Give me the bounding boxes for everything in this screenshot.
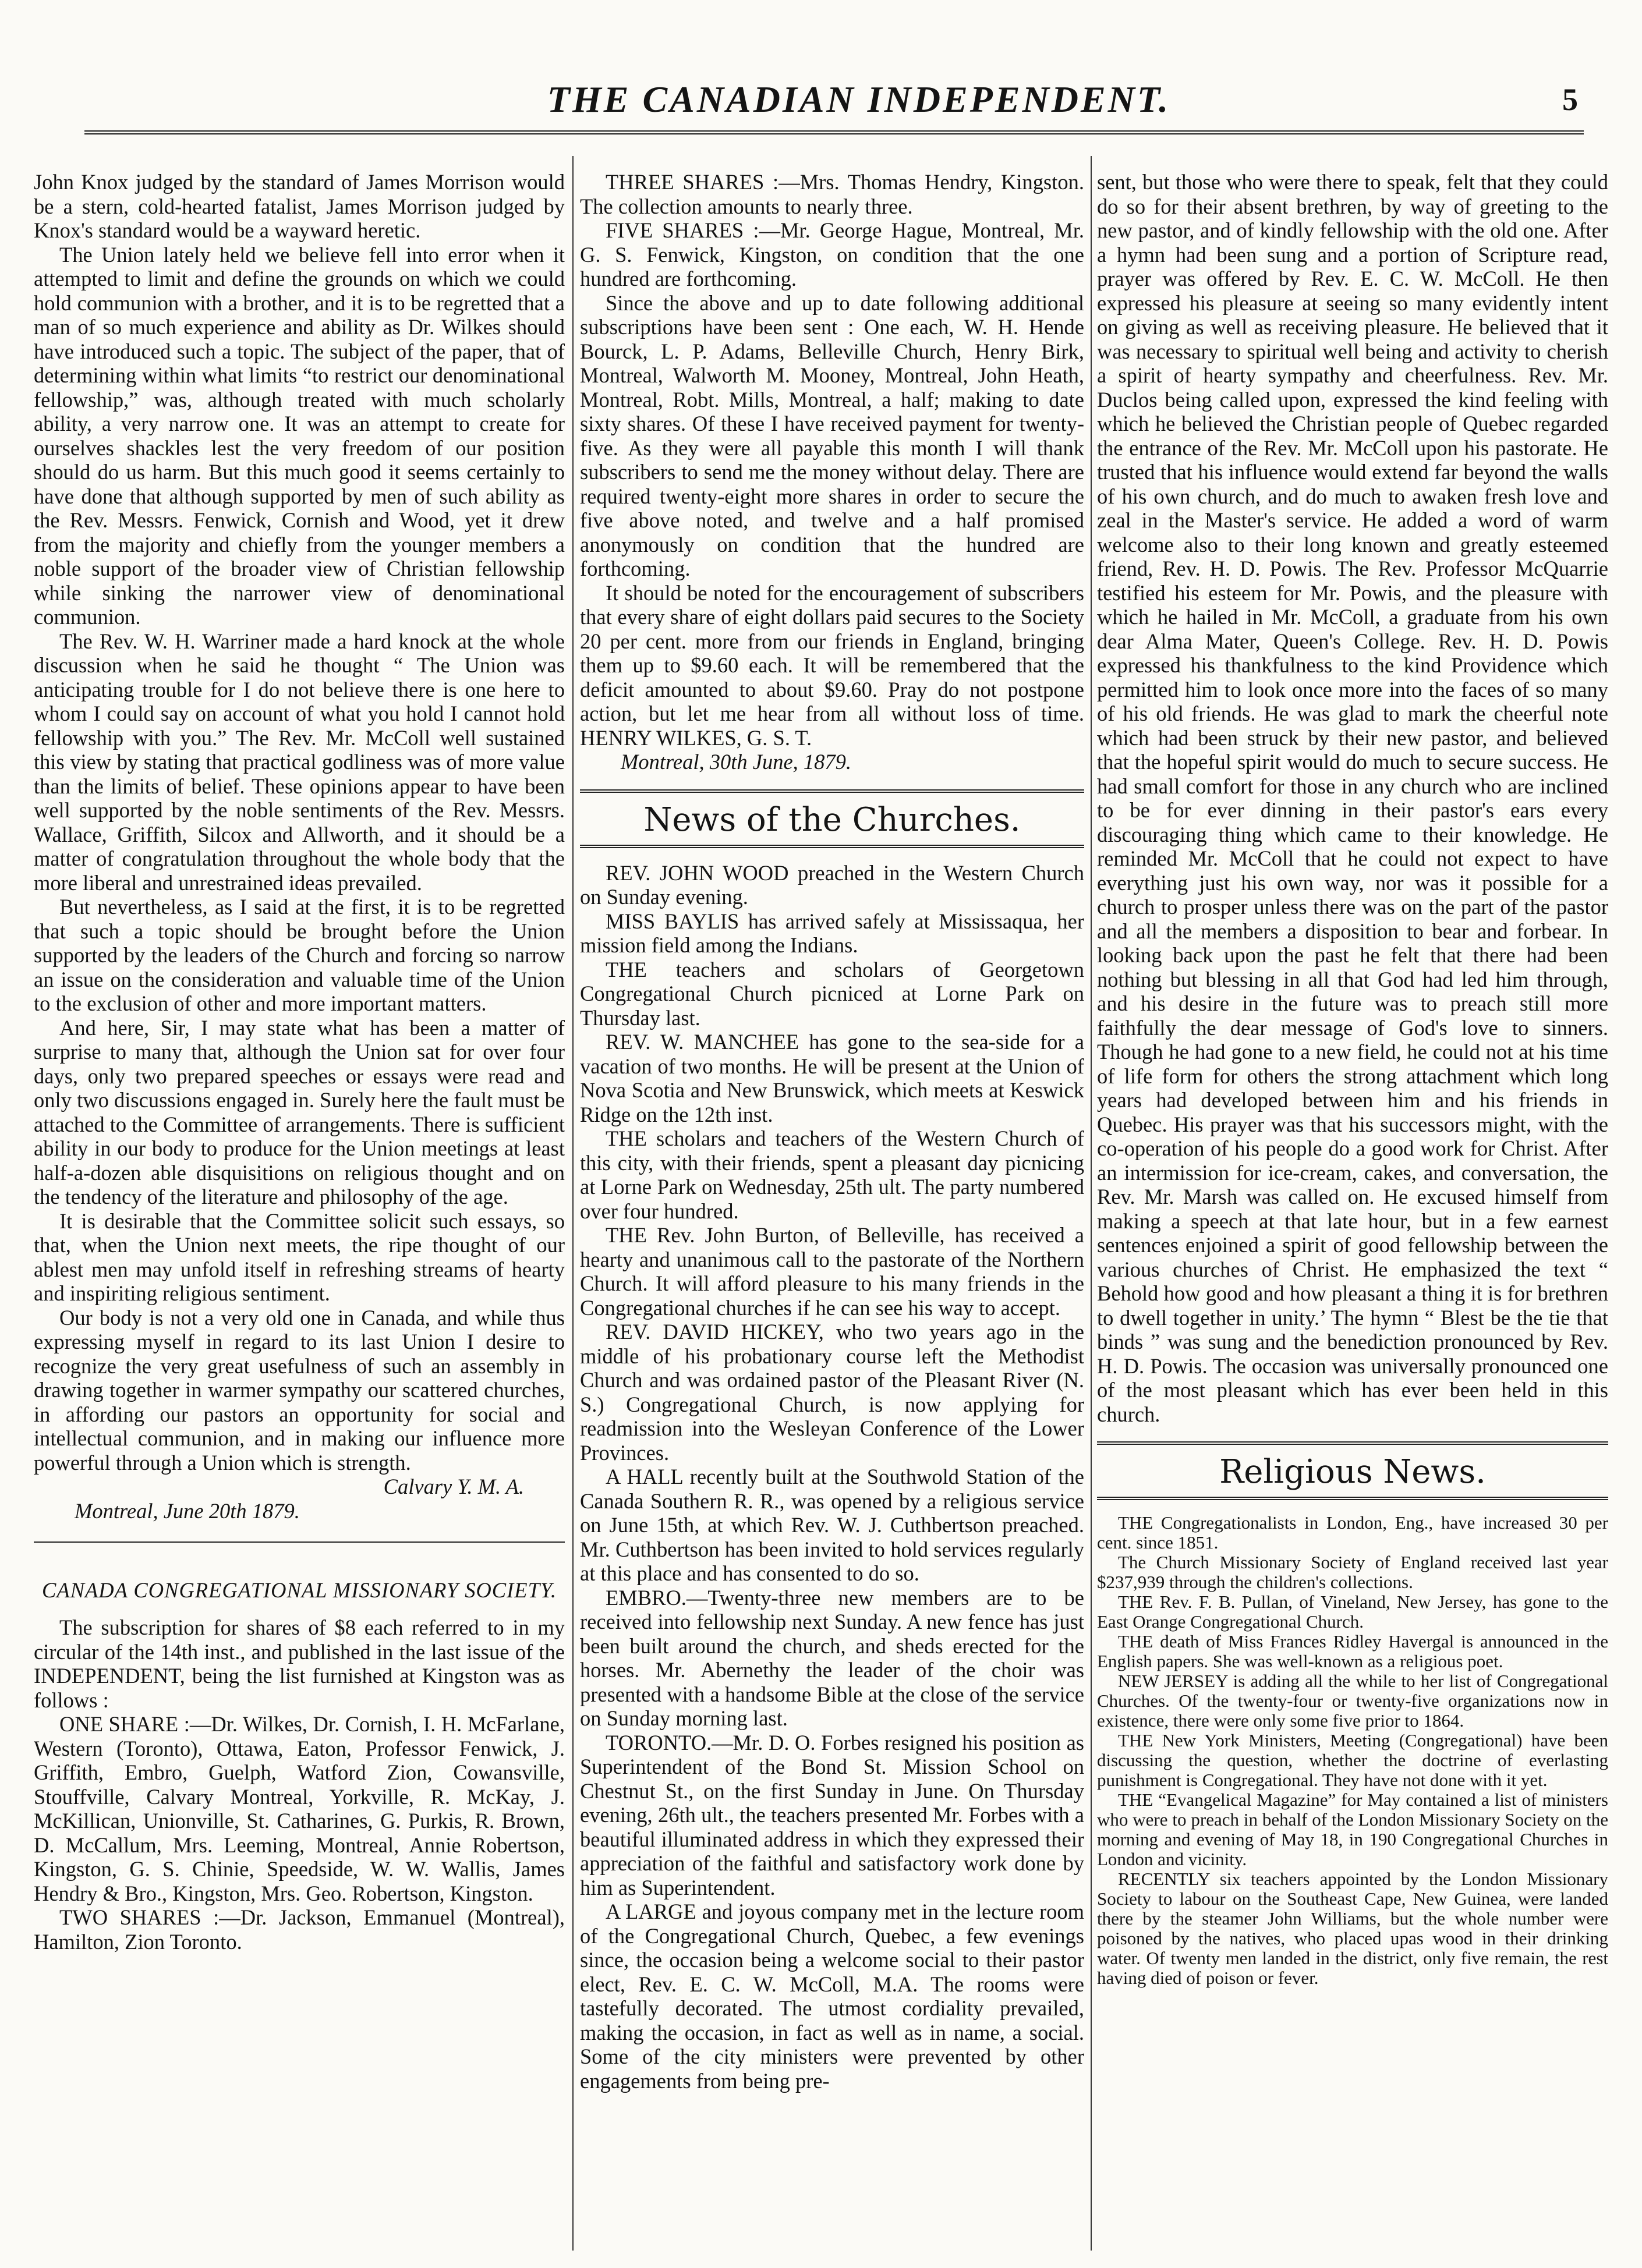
share-list: ONE SHARE :—Dr. Wilkes, Dr. Cornish, I. H. McFarlane, Western (Toronto), Ottawa, Eaton, Professor Fenwick, J. Griffith, Embro, Guelph, Watford Zion, Cowansville, Stouffville, Calvary Montreal, Yorkville, R. McKay, J. McKillican, Unionville, St. Catharines, G. Purkis, R. Brown, D. McCallum, Mrs. Leeming, Montreal, Annie Robertson, Kingston, G. S. Chinie, Speedside, W. W. Wallis, James Hendry & Bro., Kingston, Mrs. Geo. Robertson, Kingston. xyxy=(34,1712,565,1905)
news-item: THE New York Ministers, Meeting (Congregational) have been discussing the question, whether the doctrine of everlasting punishment is Congregational. They have not done with it yet. xyxy=(1097,1730,1608,1790)
news-item: TORONTO.—Mr. D. O. Forbes resigned his position as Superintendent of the Bond St. Mission School on Chestnut St., on the first Sunday in June. On Thursday evening, 26th ult., the teachers presented Mr. Forbes with a beautiful illuminated address in which they expressed their appreciation of the faithful and satisfactory work done by him as Superintendent. xyxy=(580,1730,1084,1900)
news-item: THE “Evangelical Magazine” for May contained a list of ministers who were to preach in behalf of the London Missionary Society on the morning and evening of May 18, in 190 Congregational Churches in London and vicinity. xyxy=(1097,1789,1608,1869)
page-number: 5 xyxy=(1562,82,1578,117)
news-item: A HALL recently built at the Southwold Station of the Canada Southern R. R., was opened by a religious service on June 15th, at which Rev. W. J. Cuthbertson preached. Mr. Cuthbertson has been invited to hold services regularly at this place and has consented to do so. xyxy=(580,1465,1084,1585)
section-rule xyxy=(34,1541,565,1543)
column-3 xyxy=(1097,170,1608,2248)
section-banner-religious-news: Religious News. xyxy=(1097,1441,1608,1500)
news-item: EMBRO.—Twenty-three new members are to be received into fellowship next Sunday. A new fence has just been built around the church, and sheds erected for the horses. Mr. Abernethy the leader of the choir was presented with a handsome Bible at the close of the service on Sunday morning last. xyxy=(580,1585,1084,1730)
news-item: THE death of Miss Frances Ridley Havergal is announced in the English papers. She was well-known as a religious poet. xyxy=(1097,1631,1608,1671)
article-paragraph: sent, but those who were there to speak, felt that they could do so for their absent brethren, by way of greeting to the new pastor, and of kindly fellowship with the old one. After a hymn had been sung and a portion of Scripture read, prayer was offered by Rev. E. C. W. McColl. He then expressed his pleasure at seeing so many evidently intent on giving as well as receiving pleasure. He believed that it was necessary to spiritual well being and activity to cherish a spirit of hearty sympathy and cheerfulness. Rev. Mr. Duclos being called upon, expressed the kind feeling with which he believed the Christian people of Quebec regarded the entrance of the Rev. Mr. McColl upon his pastorate. He trusted that his influence would extend far beyond the walls of his own church, and do much to awaken fresh love and zeal in the Master's service. He added a word of warm welcome also to their long known and greatly esteemed friend, Rev. H. D. Powis. The Rev. Professor McQuarrie testified his esteem for Mr. Powis, and the pleasure with which he hailed in Mr. McColl, a graduate from his own dear Alma Mater, Queen's College. Rev. H. D. Powis expressed his thankfulness to the kind Providence which permitted him to look once more into the faces of so many of his old friends. He was glad to mark the cheerful note which had been struck by their new pastor, and believed that the hopeful spirit would do much to secure success. He had small comfort for those in any church who are inclined to be for ever dinning in their pastor's ears every discouraging thing which came to their knowledge. He reminded Mr. McColl that he could not expect to have everything just his own way, nor was it possible for a church to prosper unless there was on the part of the pastor and all the members a disposition to bear and forbear. In looking back upon the past he felt that there had been nothing but blessing in all that God had led him through, and his desire in the future was to preach still more faithfully the dear message of God's love to sinners. Though he had gone to a new field, he could not at his time of life form for others the strong attachment which long years had developed between him and his friends in Quebec. His prayer was that his successors might, with the co-operation of his people do a good work for Christ. After an intermission for ice-cream, cakes, and conversation, the Rev. Mr. Marsh was called on. He excused himself from making a speech at that late hour, but in a few earnest sentences enjoined a spirit of good fellowship between the various churches of Christ. He emphasized the text “ Behold how good and how pleasant a thing it is for brethren to dwell together in unity.’ The hymn “ Blest be the tie that binds ” was sung and the benediction pronounced by Rev. H. D. Powis. The occasion was universally pronounced one of the most pleasant which has ever been held in this church. xyxy=(1097,170,1608,1426)
header-rule xyxy=(84,130,1584,134)
article-paragraph: The Rev. W. H. Warriner made a hard knock at the whole discussion when he said he thought “ The Union was anticipating trouble for I do not believe there is one here to whom I could say on account of what you hold I cannot hold fellowship with you.” The Rev. Mr. McColl well sustained this view by stating that practical godliness was of more value than the limits of belief. These opinions appear to have been well supported by the noble sentiments of the Rev. Messrs. Wallace, Griffith, Silcox and Allworth, and it should be a matter of congratulation throughout the whole body that the more liberal and unrestrained ideas prevailed. xyxy=(34,629,565,895)
article-paragraph: It is desirable that the Committee solicit such essays, so that, when the Union next meets, the ripe thought of our ablest men may unfold itself in refreshing streams of hearty and inspiriting religious sentiment. xyxy=(34,1209,565,1305)
masthead-title: THE CANADIAN INDEPENDENT. xyxy=(547,79,1171,120)
share-list: THREE SHARES :—Mrs. Thomas Hendry, Kingston. The collection amounts to nearly three. xyxy=(580,170,1084,218)
article-paragraph: The subscription for shares of $8 each referred to in my circular of the 14th inst., and published in the last issue of the INDEPENDENT, being the list furnished at Kingston was as follows : xyxy=(34,1615,565,1712)
share-list: FIVE SHARES :—Mr. George Hague, Montreal, Mr. G. S. Fenwick, Kingston, on condition that the one hundred are forthcoming. xyxy=(580,218,1084,290)
column-1 xyxy=(34,170,565,2248)
column-divider xyxy=(1091,156,1092,2251)
news-item: THE scholars and teachers of the Western Church of this city, with their friends, spent a pleasant day picnicing at Lorne Park on Wednesday, 25th ult. The party numbered over four hundred. xyxy=(580,1126,1084,1223)
article-paragraph: Since the above and up to date following additional subscriptions have been sent : One each, W. H. Hende Bourck, L. P. Adams, Belleville Church, Henry Birk, Montreal, Walworth M. Mooney, Montreal, John Heath, Montreal, Robt. Mills, Montreal, a half; making to date sixty shares. Of these I have received payment for twenty-five. As they were all payable this month I will thank subscribers to send me the money without delay. There are required twenty-eight more shares in order to secure the five above noted, and twelve and a half promised anonymously on condition that the hundred are forthcoming. xyxy=(580,290,1084,580)
news-item: THE Congregationalists in London, Eng., have increased 30 per cent. since 1851. xyxy=(1097,1512,1608,1553)
article-paragraph: But nevertheless, as I said at the first, it is to be regretted that such a topic should be brought before the Union supported by the leaders of the Church and forcing so narrow an issue on the consideration and valuable time of the Union to the exclusion of other and more important matters. xyxy=(34,895,565,1015)
news-item: THE Rev. John Burton, of Belleville, has received a hearty and unanimous call to the pastorate of the Northern Church. It will afford pleasure to his many friends in the Congregational churches if he can see his way to accept. xyxy=(580,1223,1084,1320)
news-item: The Church Missionary Society of England received last year $237,939 through the children's collections. xyxy=(1097,1552,1608,1592)
news-item: REV. W. MANCHEE has gone to the sea-side for a vacation of two months. He will be present at the Union of Nova Scotia and New Brunswick, which meets at Keswick Ridge on the 12th inst. xyxy=(580,1030,1084,1126)
share-list: TWO SHARES :—Dr. Jackson, Emmanuel (Montreal), Hamilton, Zion Toronto. xyxy=(34,1905,565,1954)
letter-dateline: Montreal, 30th June, 1879. xyxy=(621,750,852,774)
news-item: THE teachers and scholars of Georgetown Congregational Church picniced at Lorne Park on Thursday last. xyxy=(580,957,1084,1030)
news-item: NEW JERSEY is adding all the while to her list of Congregational Churches. Of the twenty-four or twenty-five organizations now in existence, there were only some five prior to 1864. xyxy=(1097,1671,1608,1731)
article-paragraph: John Knox judged by the standard of James Morrison would be a stern, cold-hearted fatalist, James Morrison judged by Knox's standard would be a wayward heretic. xyxy=(34,170,565,242)
article-paragraph: And here, Sir, I may state what has been a matter of surprise to many that, although the Union sat for over four days, only two prepared speeches or essays were read and only two discussions engaged in. Surely here the fault must be attached to the Committee of arrangements. There is sufficient ability in our body to produce for the Union meetings at least half-a-dozen able disquisitions on religious thought and on the tendency of the literature and philosophy of the age. xyxy=(34,1015,565,1209)
news-item: A LARGE and joyous company met in the lecture room of the Congregational Church, Quebec, a few evenings since, the occasion being a welcome social to their pastor elect, Rev. E. C. W. McColl, M.A. The rooms were tastefully decorated. The utmost cordiality prevailed, making the occasion, in fact as well as in name, a social. Some of the city ministers were prevented by other engagements from being pre- xyxy=(580,1900,1084,2093)
news-item: REV. DAVID HICKEY, who two years ago in the middle of his probationary course left the Methodist Church and was ordained pastor of the Pleasant River (N. S.) Congregational Church, is now applying for readmission into the Wesleyan Conference of the Lower Provinces. xyxy=(580,1320,1084,1465)
article-paragraph: Our body is not a very old one in Canada, and while thus expressing myself in regard to its last Union I desire to recognize the very great usefulness of such an assembly in drawing together in warmer sympathy our scattered churches, in affording our pastors an opportunity for social and intellectual communion, and in making our influence more powerful through a Union which is strength. xyxy=(34,1305,565,1475)
news-item: RECENTLY six teachers appointed by the London Missionary Society to labour on the Southeast Cape, New Guinea, were landed there by the steamer John Williams, but the whole number were poisoned by the natives, who placed upas wood in their drinking water. Of twenty men landed in the district, only five remain, the rest having died of poison or fever. xyxy=(1097,1869,1608,1988)
news-item: THE Rev. F. B. Pullan, of Vineland, New Jersey, has gone to the East Orange Congregational Church. xyxy=(1097,1592,1608,1632)
letter-dateline: Montreal, June 20th 1879. xyxy=(75,1498,300,1523)
news-item: REV. JOHN WOOD preached in the Western Church on Sunday evening. xyxy=(580,860,1084,909)
article-paragraph: It should be noted for the encouragement of subscribers that every share of eight dollars paid secures to the Society 20 per cent. more from our friends in England, bringing them up to $9.60 each. It will be remembered that the deficit amounted to about $9.60. Pray do not postpone action, but let me hear from all without loss of time. HENRY WILKES, G. S. T. xyxy=(580,580,1084,750)
column-divider xyxy=(572,156,574,2251)
section-heading: CANADA CONGREGATIONAL MISSIONARY SOCIETY. xyxy=(42,1578,557,1602)
article-paragraph: The Union lately held we believe fell into error when it attempted to limit and define the grounds on which we could hold communion with a brother, and it is to be regretted that a man of so much experience and ability as Dr. Wilkes should have introduced such a topic. The subject of the paper, that of determining within what limits “to restrict our denominational fellowship,” was, although treated with much scholarly ability, a very narrow one. It was an attempt to create for ourselves shackles lest the very freedom of our position should do us harm. But this much good it seems certainly to have done that although supported by men of such ability as the Rev. Messrs. Fenwick, Cornish and Wood, yet it drew from the majority and chiefly from the younger members a noble support of the broader view of Christian fellowship while sinking the narrower view of denominational communion. xyxy=(34,242,565,629)
section-banner-news-of-the-churches: News of the Churches. xyxy=(580,789,1084,848)
column-2 xyxy=(580,170,1084,2248)
letter-signature: Calvary Y. M. A. xyxy=(383,1475,524,1498)
news-item: MISS BAYLIS has arrived safely at Mississaqua, her mission field among the Indians. xyxy=(580,909,1084,957)
page-header xyxy=(84,65,1584,141)
